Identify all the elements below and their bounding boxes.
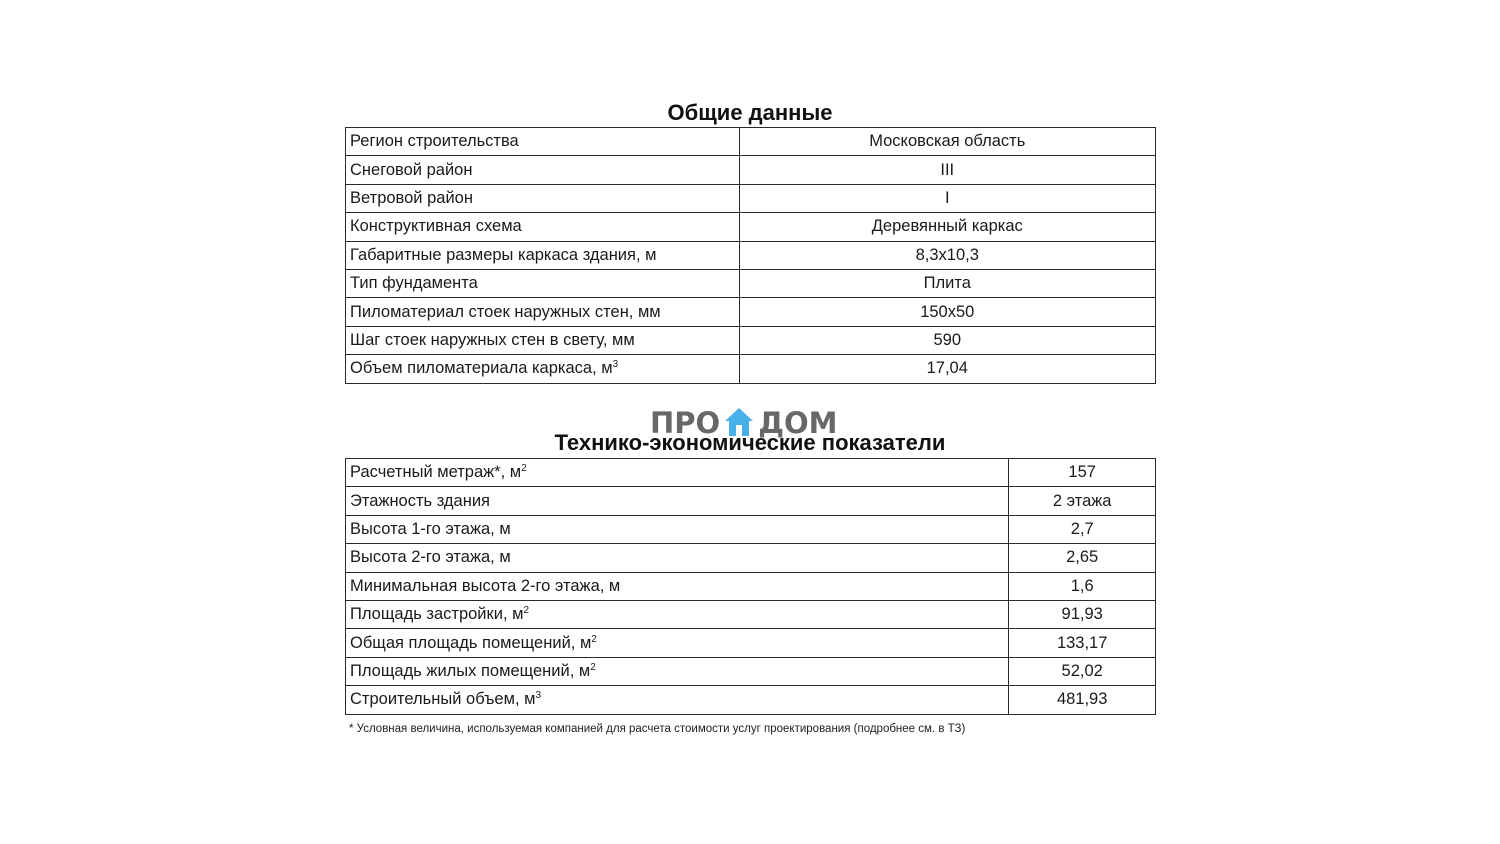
tech-indicator-unit-exponent: 2 [590,661,596,673]
tech-indicator-label: Строительный объем, м [350,690,536,709]
tech-indicator-label: Этажность здания [350,491,490,510]
general-data-label-cell [346,128,740,156]
general-data-table [345,127,1156,384]
general-data-label-cell [346,355,740,383]
general-data-value: Деревянный каркас [739,213,1155,241]
tech-indicator-label-cell [346,629,1009,657]
tech-indicator-unit-exponent: 2 [523,605,530,617]
tech-indicator-value: 1,6 [1009,572,1156,600]
tech-indicator-value: 133,17 [1009,629,1156,657]
general-data-row [346,156,1156,184]
general-data-row [346,241,1156,269]
tech-indicator-row [346,629,1156,657]
general-data-label-cell [346,156,740,184]
general-data-label-cell [346,184,740,212]
general-data-label-cell [346,241,740,269]
tech-indicator-value: 2 этажа [1009,487,1156,515]
general-data-label: Шаг стоек наружных стен в свету, мм [350,330,635,349]
tech-indicator-label: Площадь застройки, м [350,605,524,624]
general-data-label-cell [346,298,740,326]
general-data-row [346,128,1156,156]
tech-indicators-table [345,458,1156,715]
general-data-row [346,355,1156,383]
general-data-value: 590 [739,326,1155,354]
general-data-value: Московская область [739,128,1155,156]
tech-indicator-value: 91,93 [1009,600,1156,628]
tech-indicator-unit-exponent: 3 [535,690,542,702]
tech-indicator-label-cell [346,459,1009,487]
general-data-value: 8,3х10,3 [739,241,1155,269]
tech-indicator-label: Расчетный метраж*, м [350,463,522,482]
watermark-right-text: ДОМ [758,406,838,440]
tech-indicators-title: Технико-экономические показатели [554,430,946,455]
tech-indicator-label-cell [346,515,1009,543]
tech-indicator-row [346,657,1156,685]
tech-indicator-unit-exponent: 2 [591,633,597,645]
general-data-label-cell [346,213,740,241]
tech-indicator-value: 481,93 [1009,686,1156,714]
tech-indicator-label-cell [346,572,1009,600]
tech-indicator-label-cell [346,544,1009,572]
watermark-left-text: ПРО [650,406,721,440]
general-data-label: Ветровой район [350,188,473,207]
general-data-value: I [739,184,1155,212]
general-data-row [346,326,1156,354]
general-data-label: Пиломатериал стоек наружных стен, мм [350,302,661,321]
general-data-row [346,213,1156,241]
general-data-value: 17,04 [739,355,1155,383]
general-data-row [346,184,1156,212]
tech-indicator-label: Высота 2-го этажа, м [350,548,511,567]
general-data-label-cell [346,326,740,354]
general-data-label-cell [346,269,740,297]
tech-indicator-value: 2,7 [1009,515,1156,543]
general-data-title: Общие данные [667,100,833,125]
footnote: * Условная величина, используемая компанией для расчета стоимости услуг проектирования (подробнее см. в ТЗ) [349,723,966,735]
tech-indicator-row [346,600,1156,628]
tech-indicator-unit-exponent: 2 [521,463,527,475]
general-data-row [346,269,1156,297]
tech-indicator-row [346,515,1156,543]
tech-indicator-value: 157 [1009,459,1156,487]
general-data-unit-exponent: 3 [612,359,619,371]
general-data-row [346,298,1156,326]
tech-indicator-label-cell [346,487,1009,515]
tech-indicator-row [346,686,1156,714]
general-data-label: Конструктивная схема [350,217,522,236]
tech-indicator-label-cell [346,686,1009,714]
tech-indicator-label-cell [346,657,1009,685]
tech-indicator-value: 52,02 [1009,657,1156,685]
general-data-value: 150х50 [739,298,1155,326]
tech-indicator-label: Общая площадь помещений, м [350,633,592,652]
general-data-label: Габаритные размеры каркаса здания, м [350,245,657,264]
tech-indicator-row [346,487,1156,515]
tech-indicator-label: Минимальная высота 2-го этажа, м [350,576,621,595]
tech-indicator-row [346,544,1156,572]
general-data-label: Снеговой район [350,160,473,179]
tech-indicator-row [346,459,1156,487]
general-data-label: Тип фундамента [350,274,478,293]
tech-indicator-label: Площадь жилых помещений, м [350,661,591,680]
general-data-value: III [739,156,1155,184]
tech-indicator-row [346,572,1156,600]
tech-indicator-label-cell [346,600,1009,628]
general-data-value: Плита [739,269,1155,297]
general-data-label: Объем пиломатериала каркаса, м [350,359,613,378]
tech-indicator-label: Высота 1-го этажа, м [350,519,511,538]
general-data-label: Регион строительства [350,132,519,151]
tech-indicator-value: 2,65 [1009,544,1156,572]
